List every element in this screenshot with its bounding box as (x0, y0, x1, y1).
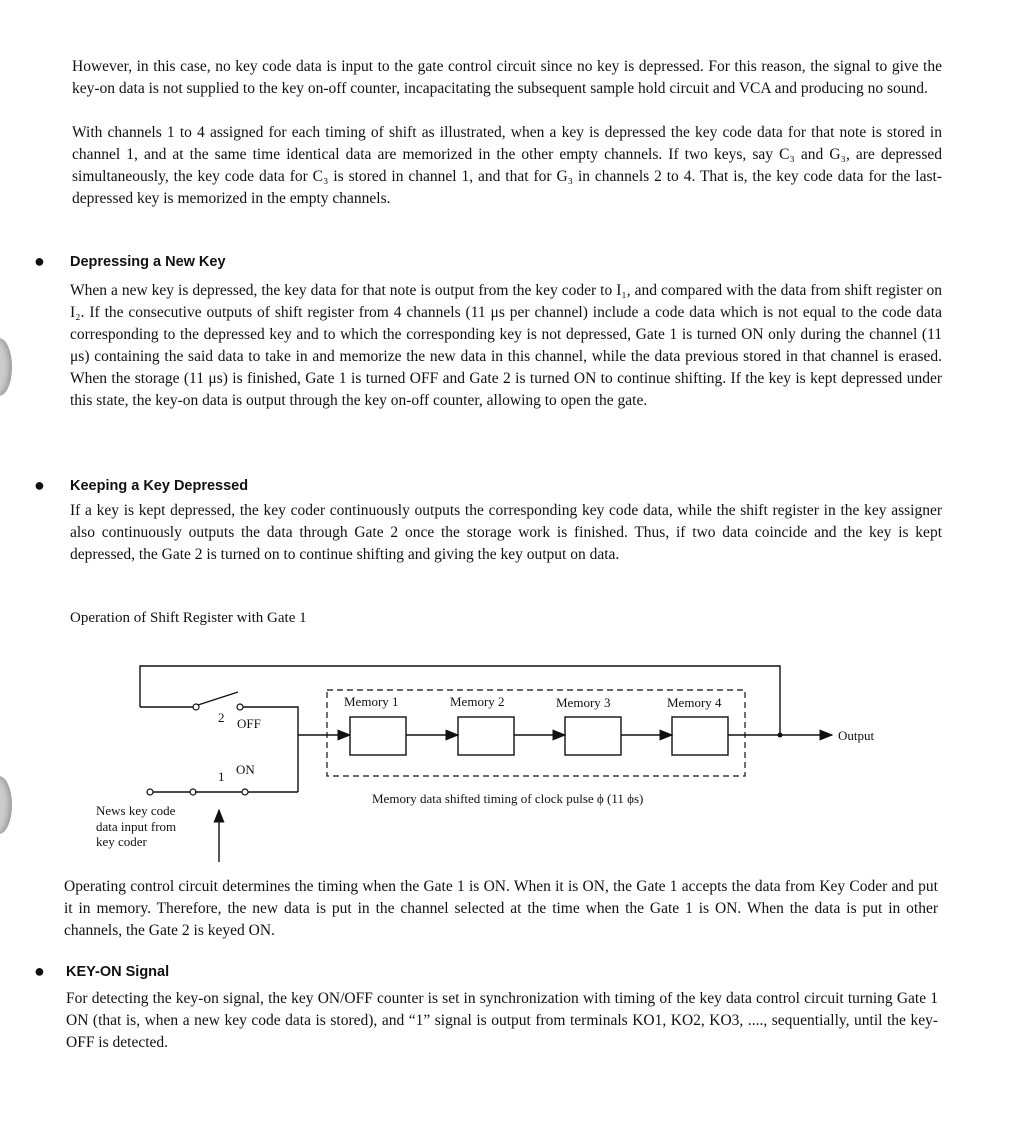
binding-hole-top (0, 338, 12, 396)
switch-2-number: 2 (218, 710, 225, 725)
shift-register-diagram (0, 650, 1024, 870)
memory-4-label: Memory 4 (667, 695, 722, 710)
timing-label: Memory data shifted timing of clock pulse ϕ (11 ϕs) (372, 791, 644, 806)
memory-3-label: Memory 3 (556, 695, 611, 710)
input-label-line-2: data input from (96, 819, 177, 834)
section-body-new-key: When a new key is depressed, the key data for that note is output from the key coder to I₁, and compared with the data from shift register on I₂. If the consecutive outputs of shift register from 4 channels (11 μs per channel) include a code data which is not equal to the code data corresponding to the depressed key and to which the corresponding key is not depressed, Gate 1 is turned ON only during the channel (11 μs) containing the said data to take in and memorize the new data in this channel, while the data previous stored in that channel is erased. When the storage (11 μs) is finished, Gate 1 is turned OFF and Gate 2 is turned ON to continue shifting. If the key is kept depressed under this state, the key-on data is output through the key on-off counter, allowing to open the gate. (70, 282, 942, 409)
gate2-terminal-right (237, 704, 243, 710)
output-label: Output (838, 728, 875, 743)
section-heading-key-on: KEY-ON Signal (66, 964, 170, 980)
intro-paragraph-1: However, in this case, no key code data is input to the gate control circuit since no key is depressed. For this reason, the signal to give the key-on data is not supplied to the key on-off counter, incapacitating the subsequent sample hold circuit and VCA and producing no sound. (72, 58, 942, 97)
section-body-key-on: For detecting the key-on signal, the key ON/OFF counter is set in synchronization with timing of the key data control circuit turning Gate 1 ON (that is, when a new key code data is stored), and “1” signal is output from terminals KO1, KO2, KO3, ...., sequentially, until the key-OFF is detected. (66, 990, 938, 1051)
memory-2-box (458, 717, 514, 755)
figure-caption: Operation of Shift Register with Gate 1 (70, 610, 307, 626)
memory-4-box (672, 717, 728, 755)
intro-paragraph-2: With channels 1 to 4 assigned for each timing of shift as illustrated, when a key is depressed the key code data for that note is stored in channel 1, and at the same time identical data are memorized in the other empty channels. If two keys, say C₃ and G₃, are depressed simultaneously, the key code data for C₃ is stored in channel 1, and that for G₃ in channels 2 to 4. That is, the key code data for the last-depressed key is memorized in the empty channels. (72, 124, 942, 207)
bullet-icon: ● (34, 251, 45, 271)
gate1-terminal-right (242, 789, 248, 795)
section-heading-new-key: Depressing a New Key (70, 254, 226, 270)
output-junction (778, 733, 783, 738)
memory-1-box (350, 717, 406, 755)
gate2-switch-arm (198, 692, 238, 705)
bullet-icon: ● (34, 961, 45, 981)
switch-2-label: OFF (237, 716, 261, 731)
input-label-line-3: key coder (96, 834, 147, 849)
switch-1-label: ON (236, 762, 255, 777)
input-label-line-1: News key code (96, 803, 176, 818)
input-terminal (147, 789, 153, 795)
memory-2-label: Memory 2 (450, 694, 505, 709)
section-body-keep-key: If a key is kept depressed, the key coder continuously outputs the corresponding key code data, while the shift register in the key assigner also continuously outputs the data through Gate 2 once the storage work is finished. Thus, if two data coincide and the key is kept depressed, the Gate 2 is turned on to continue shifting and giving the key output on data. (70, 502, 942, 563)
section-heading-keep-key: Keeping a Key Depressed (70, 478, 249, 494)
memory-3-box (565, 717, 621, 755)
bullet-icon: ● (34, 475, 45, 495)
switch-1-number: 1 (218, 769, 225, 784)
after-figure-paragraph: Operating control circuit determines the timing when the Gate 1 is ON. When it is ON, the Gate 1 accepts the data from Key Coder and put it in memory. Therefore, the new data is put in the channel selected at the time when the Gate 1 is ON. When the data is put in other channels, the Gate 2 is keyed ON. (64, 878, 938, 939)
memory-1-label: Memory 1 (344, 694, 399, 709)
